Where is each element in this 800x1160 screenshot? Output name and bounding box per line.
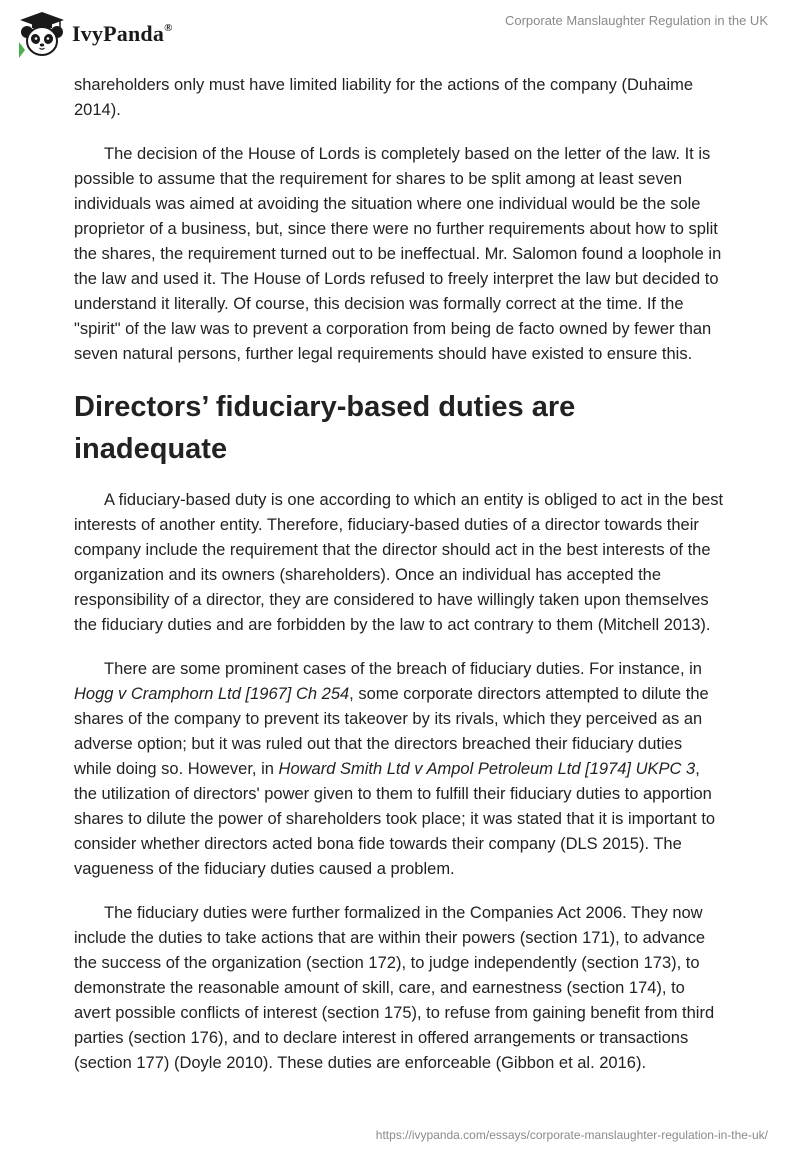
document-title: Corporate Manslaughter Regulation in the UK: [504, 13, 768, 28]
panda-graduate-icon: [14, 8, 70, 60]
section-heading: Directors’ fiduciary-based duties are inadequate: [74, 391, 576, 465]
paragraph-fiduciary-definition: A fiduciary-based duty is one according to which an entity is obliged to act in the best interests of another entity. Therefore, fiduciary-based duties of a director towards their company include the requirement that the director should act in the best interests of the organization and its owners (shareholders). Once an individual has accepted the responsibility of a director, they are considered to have willingly taken upon themselves the fiduciary duties and are forbidden by the law to act contrary to them (Mitchell 2013).: [74, 491, 724, 634]
source-url[interactable]: https://ivypanda.com/essays/corporate-manslaughter-regulation-in-the-uk/: [375, 1128, 768, 1142]
paragraph-companies-act: The fiduciary duties were further formalized in the Companies Act 2006. They now include the duties to take actions that are within their powers (section 171), to advance the success of the organization (section 172), to judge independently (section 173), to demonstrate the reasonable amount of skill, care, and earnestness (section 174), to avert possible conflicts of interest (section 175), to refuse from gaining benefit from third parties (section 176), and to declare interest in offered arrangements or transactions (section 177) (Doyle 2010). These duties are enforceable (Gibbon et al. 2016).: [74, 904, 715, 1072]
brand-name: IvyPanda®: [72, 21, 173, 46]
essay-content: [74, 73, 724, 1095]
case-citation-hogg: Hogg v Cramphorn Ltd [1967] Ch 254: [74, 685, 350, 703]
page-header: [0, 0, 800, 70]
paragraph-fiduciary-cases: There are some prominent cases of the breach of fiduciary duties. For instance, in Hogg v Cramphorn Ltd [1967] Ch 254, some corporate directors attempted to dilute the shares of the company to prevent its takeover by its rivals, which they perceived as an adverse option; but it was ruled out that the directors breached their fiduciary duties while doing so. However, in Howard Smith Ltd v Ampol Petroleum Ltd [1974] UKPC 3, the utilization of directors' power given to them to fulfill their fiduciary duties to apportion shares to dilute the power of shareholders took place; it was stated that it is important to consider whether directors acted bona fide towards their company (DLS 2015). The vagueness of the fiduciary duties caused a problem.: [74, 660, 716, 878]
paragraph-house-of-lords: The decision of the House of Lords is completely based on the letter of the law. It is possible to assume that the requirement for shares to be split among at least seven individuals was aimed at avoiding the situation where one individual would be the sole proprietor of a business, but, since there were no further requirements about how to split the shares, the requirement turned out to be ineffectual. Mr. Salomon found a loophole in the law and used it. The House of Lords refused to freely interpret the law but decided to understand it literally. Of course, this decision was formally correct at the time. If the "spirit" of the law was to prevent a corporation from being de facto owned by fewer than seven natural persons, further legal requirements should have existed to ensure this.: [74, 145, 722, 363]
paragraph-continuation: shareholders only must have limited liability for the actions of the company (Duhaime 2014).: [74, 76, 694, 119]
ivypanda-logo[interactable]: [14, 8, 173, 60]
case-citation-howard-smith: Howard Smith Ltd v Ampol Petroleum Ltd [1974] UKPC 3: [278, 760, 696, 778]
